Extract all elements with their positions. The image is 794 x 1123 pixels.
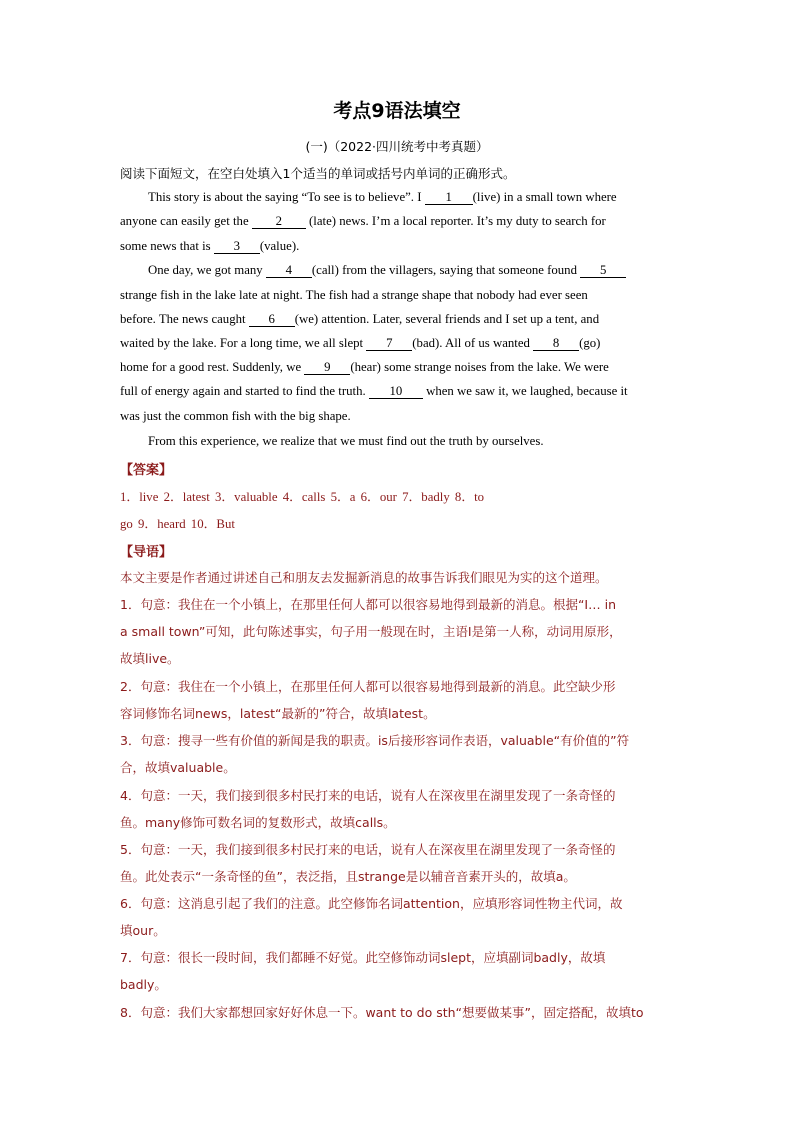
passage-text: (hear) some strange noises from the lake. We were [350, 360, 609, 374]
blank-7: 7 [366, 336, 412, 351]
passage-line [148, 263, 626, 278]
note-line: 容词修饰名词news，latest“最新的”符合，故填latest。 [120, 706, 436, 721]
note-line: 7．句意：很长一段时间，我们都睡不好觉。此空修饰动词slept，应填副词badly，故填 [120, 950, 606, 965]
passage-line [120, 214, 606, 229]
instruction-text: 阅读下面短文，在空白处填入1个适当的单词或括号内单词的正确形式。 [120, 166, 516, 181]
blank-8: 8 [533, 336, 579, 351]
note-line: 3．句意：搜寻一些有价值的新闻是我的职责。is后接形容词作表语，valuable“有价值的”符 [120, 733, 630, 748]
note-line: 合，故填valuable。 [120, 760, 236, 775]
page-subtitle: (一)（2022·四川统考中考真题） [305, 139, 489, 154]
note-line: 1．句意：我住在一个小镇上，在那里任何人都可以很容易地得到最新的消息。根据“I… in [120, 597, 616, 612]
blank-2: 2 [252, 214, 306, 229]
note-line: badly。 [120, 977, 167, 992]
answer-header: 【答案】 [120, 463, 173, 478]
passage-text: This story is about the saying “To see is to believe”. I [148, 190, 425, 204]
blank-9: 9 [304, 360, 350, 375]
passage-text: (we) attention. Later, several friends and I set up a tent, and [294, 312, 600, 326]
note-line: 填our。 [120, 923, 166, 938]
passage-line [148, 190, 617, 205]
guide-intro: 本文主要是作者通过讲述自己和朋友去发掘新消息的故事告诉我们眼见为实的这个道理。 [120, 570, 608, 585]
passage-text: (live) in a small town where [472, 190, 617, 204]
note-line: 2．句意：我住在一个小镇上，在那里任何人都可以很容易地得到最新的消息。此空缺少形 [120, 679, 616, 694]
passage-text: (late) news. I’m a local reporter. It’s my duty to search for [305, 214, 606, 228]
passage-text: (bad). All of us wanted [412, 336, 534, 350]
passage-line: strange fish in the lake late at night. The fish had a strange shape that nobody had ever seen [120, 288, 588, 302]
passage-line: was just the common fish with the big shape. [120, 409, 351, 423]
guide-header: 【导语】 [120, 545, 173, 560]
passage-text: (go) [579, 336, 601, 350]
note-line: a small town”可知，此句陈述事实，句子用一般现在时，主语I是第一人称，动词用原形， [120, 624, 622, 639]
blank-3: 3 [214, 239, 260, 254]
page-title: 考点9语法填空 [333, 100, 461, 122]
passage-text: One day, we got many [148, 263, 266, 277]
passage-text: (call) from the villagers, saying that someone found [311, 263, 581, 277]
passage-text: before. The news caught [120, 312, 249, 326]
note-line: 鱼。此处表示“一条奇怪的鱼”，表泛指，且strange是以辅音音素开头的，故填a。 [120, 869, 576, 884]
passage-text: when we saw it, we laughed, because it [422, 384, 628, 398]
passage-text: some news that is [120, 239, 214, 253]
blank-4: 4 [266, 263, 312, 278]
blank-6: 6 [249, 312, 295, 327]
passage-text: anyone can easily get the [120, 214, 252, 228]
blank-10: 10 [369, 384, 423, 399]
note-line: 8．句意：我们大家都想回家好好休息一下。want to do sth“想要做某事”，固定搭配，故填to [120, 1005, 644, 1020]
passage-line [120, 239, 299, 254]
note-line: 4．句意：一天，我们接到很多村民打来的电话，说有人在深夜里在湖里发现了一条奇怪的 [120, 788, 616, 803]
passage-text: waited by the lake. For a long time, we all slept [120, 336, 367, 350]
note-line: 鱼。many修饰可数名词的复数形式，故填calls。 [120, 815, 396, 830]
blank-5: 5 [580, 263, 626, 278]
blank-1: 1 [425, 190, 473, 205]
note-line: 故填live。 [120, 651, 180, 666]
passage-line: From this experience, we realize that we must find out the truth by ourselves. [148, 434, 544, 448]
note-line: 5．句意：一天，我们接到很多村民打来的电话，说有人在深夜里在湖里发现了一条奇怪的 [120, 842, 616, 857]
answers-line: go 9．heard 10．But [120, 517, 235, 531]
passage-text: (value). [259, 239, 300, 253]
passage-line [120, 336, 600, 351]
passage-line [120, 384, 628, 399]
passage-text: home for a good rest. Suddenly, we [120, 360, 305, 374]
answers-line: 1．live 2．latest 3．valuable 4．calls 5．a 6．our 7．badly 8．to [120, 490, 485, 504]
note-line: 6．句意：这消息引起了我们的注意。此空修饰名词attention，应填形容词性物主代词，故 [120, 896, 623, 911]
passage-line [120, 360, 609, 375]
passage-line [120, 312, 599, 327]
passage-text: full of energy again and started to find the truth. [120, 384, 369, 398]
